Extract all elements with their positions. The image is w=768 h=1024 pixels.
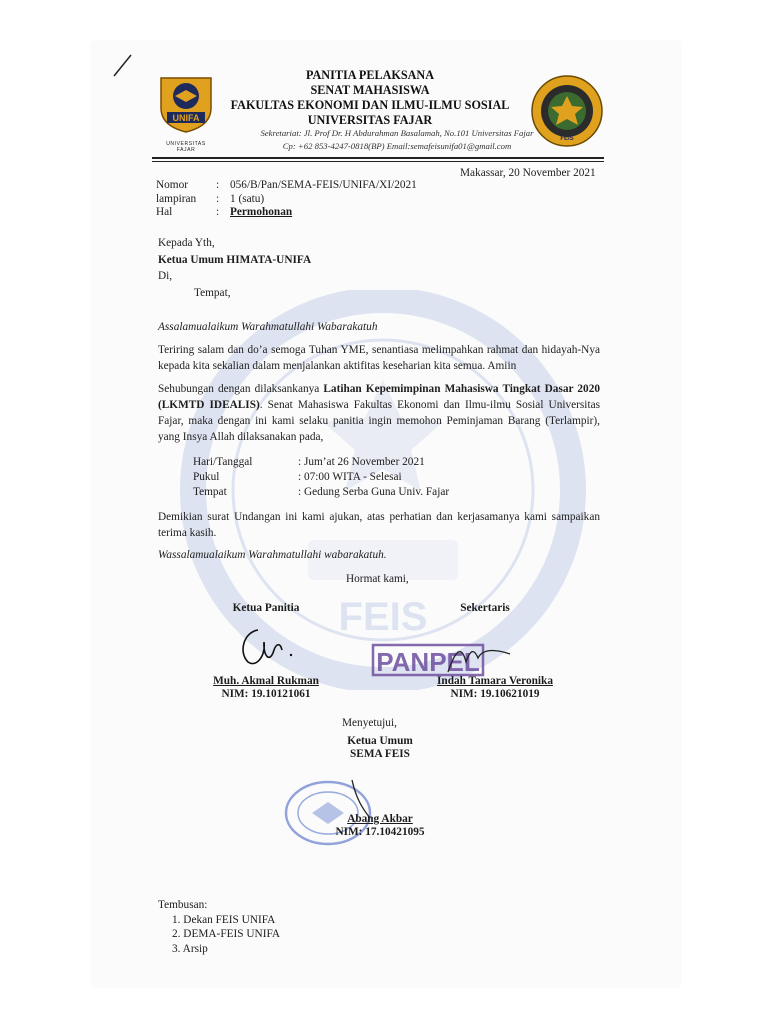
- approval-title-2: SEMA FEIS: [350, 748, 410, 760]
- letterhead-line-4: UNIVERSITAS FAJAR: [307, 113, 433, 127]
- meta-key: Nomor: [156, 179, 189, 191]
- meta-value: 1 (satu): [230, 192, 265, 205]
- meta-key: Hal: [156, 206, 173, 218]
- signature-left-icon: [236, 622, 306, 672]
- meta-row-hal: [156, 206, 417, 220]
- schedule-value: : 07:00 WITA - Selesai: [298, 471, 402, 483]
- letterhead-contact: Cp: +62 853-4247-0818(BP) Email:semafeisunifa01@gmail.com: [282, 141, 512, 151]
- letterhead-title: [220, 68, 520, 128]
- tembusan-label: Tembusan:: [158, 899, 208, 911]
- meta-colon: :: [216, 206, 220, 218]
- meta-colon: :: [216, 179, 220, 191]
- pen-mark-icon: [112, 52, 134, 78]
- letterhead-line-3: FAKULTAS EKONOMI DAN ILMU-ILMU SOSIAL: [230, 98, 510, 112]
- approval-name: Abang Akbar: [347, 813, 413, 825]
- signer-left-block: [186, 675, 346, 701]
- paragraph-2-body: . Senat Mahasiswa Fakultas Ekonomi dan Ilmu-ilmu Sosial Universitas Fajar, maka dengan ini kami selaku panitia ingin memohon Peminjaman Barang (Terlampir), yang Insya Allah dilaksanakan pada,: [158, 399, 600, 443]
- signer-right-nim: NIM: 19.10621019: [450, 688, 540, 700]
- schedule-row-date: [193, 455, 449, 470]
- unifa-logo: [156, 74, 216, 153]
- tembusan-item: 3. Arsip: [172, 942, 208, 955]
- schedule-key: Pukul: [193, 471, 220, 483]
- letterhead-line-1: PANITIA PELAKSANA: [305, 68, 435, 82]
- letterhead-rule-thin: [152, 161, 604, 162]
- feis-logo-text: FEIS: [560, 136, 574, 142]
- signer-left-nim: NIM: 19.10121061: [221, 688, 311, 700]
- letter-meta: [156, 179, 417, 220]
- schedule-key: Tempat: [193, 486, 227, 498]
- meta-key: lampiran: [156, 192, 197, 205]
- place-date: Makassar, 20 November 2021: [460, 167, 596, 179]
- approval-label: Menyetujui,: [342, 717, 397, 729]
- paragraph-3: Demikian surat Undangan ini kami ajukan, atas perhatian dan kerjasamanya kami sampaikan terima kasih.: [158, 511, 600, 539]
- schedule-block: [193, 455, 449, 500]
- feis-logo-icon: [530, 74, 604, 148]
- schedule-row-place: [193, 485, 449, 500]
- unifa-logo-text: UNIFA: [172, 113, 200, 123]
- signer-right-title: Sekertaris: [460, 602, 510, 614]
- letterhead-rule-thick: [152, 157, 604, 159]
- paragraph-2-event: Latihan Kepemimpinan Mahasiswa Tingkat Dasar 2020 (LKMTD IDEALIS): [158, 383, 600, 411]
- meta-colon: :: [216, 192, 220, 205]
- approval-nim: NIM: 17.10421095: [335, 826, 425, 838]
- paragraph-2: [158, 381, 600, 445]
- unifa-logo-caption: UNIVERSITAS FAJAR: [166, 141, 206, 153]
- tembusan-block: [158, 898, 280, 956]
- signer-left-name: Muh. Akmal Rukman: [213, 675, 319, 687]
- meta-row-nomor: [156, 179, 417, 193]
- tembusan-item: 2. DEMA-FEIS UNIFA: [172, 928, 281, 940]
- approval-title-block: [320, 735, 440, 761]
- recipient-name: Ketua Umum HIMATA-UNIFA: [158, 254, 312, 266]
- meta-value: 056/B/Pan/SEMA-FEIS/UNIFA/XI/2021: [230, 179, 417, 191]
- schedule-value: : Gedung Serba Guna Univ. Fajar: [298, 486, 450, 498]
- paragraph-1: Teriring salam dan do’a semoga Tuhan YME, senantiasa melimpahkan rahmat dan hidayah-Nya kepada kita sekalian dalam menjalankan aktifitas keseharian kita semua. Amiin: [158, 344, 600, 372]
- approval-title-1: Ketua Umum: [347, 735, 413, 747]
- signer-right-name: Indah Tamara Veronika: [437, 675, 553, 687]
- signer-right-block: [420, 675, 570, 701]
- letterhead-line-2: SENAT MAHASISWA: [310, 83, 430, 97]
- recipient-greeting: Kepada Yth,: [158, 237, 215, 249]
- meta-row-lampiran: [156, 193, 417, 207]
- recipient-di: Di,: [158, 270, 173, 282]
- recipient-block: [158, 235, 311, 301]
- panpel-stamp-text: PANPEL: [376, 647, 480, 677]
- schedule-value: : Jum’at 26 November 2021: [298, 456, 425, 468]
- watermark-text: FEIS: [338, 595, 428, 639]
- unifa-shield-icon: [157, 74, 215, 134]
- approval-signer-block: [320, 813, 440, 839]
- salam-opening: Assalamualaikum Warahmatullahi Wabarakatuh: [158, 321, 378, 333]
- letterhead-address: Sekretariat: Jl. Prof Dr. H Abdurahman Basalamah, No.101 Universitas Fajar: [260, 128, 534, 138]
- tembusan-item: 1. Dekan FEIS UNIFA: [172, 913, 276, 926]
- meta-value-subject: Permohonan: [230, 206, 293, 218]
- paragraph-2-intro: Sehubungan dengan dilaksankanya: [158, 383, 324, 395]
- panpel-stamp-icon: [370, 642, 520, 678]
- letterhead-address-block: [222, 127, 572, 153]
- signer-left-title: Ketua Panitia: [232, 602, 300, 614]
- recipient-place: Tempat,: [194, 287, 231, 299]
- schedule-row-time: [193, 470, 449, 485]
- schedule-key: Hari/Tanggal: [193, 456, 253, 468]
- hormat-kami: Hormat kami,: [346, 573, 409, 585]
- salam-closing: Wassalamualaikum Warahmatullahi wabarakatuh.: [158, 549, 387, 561]
